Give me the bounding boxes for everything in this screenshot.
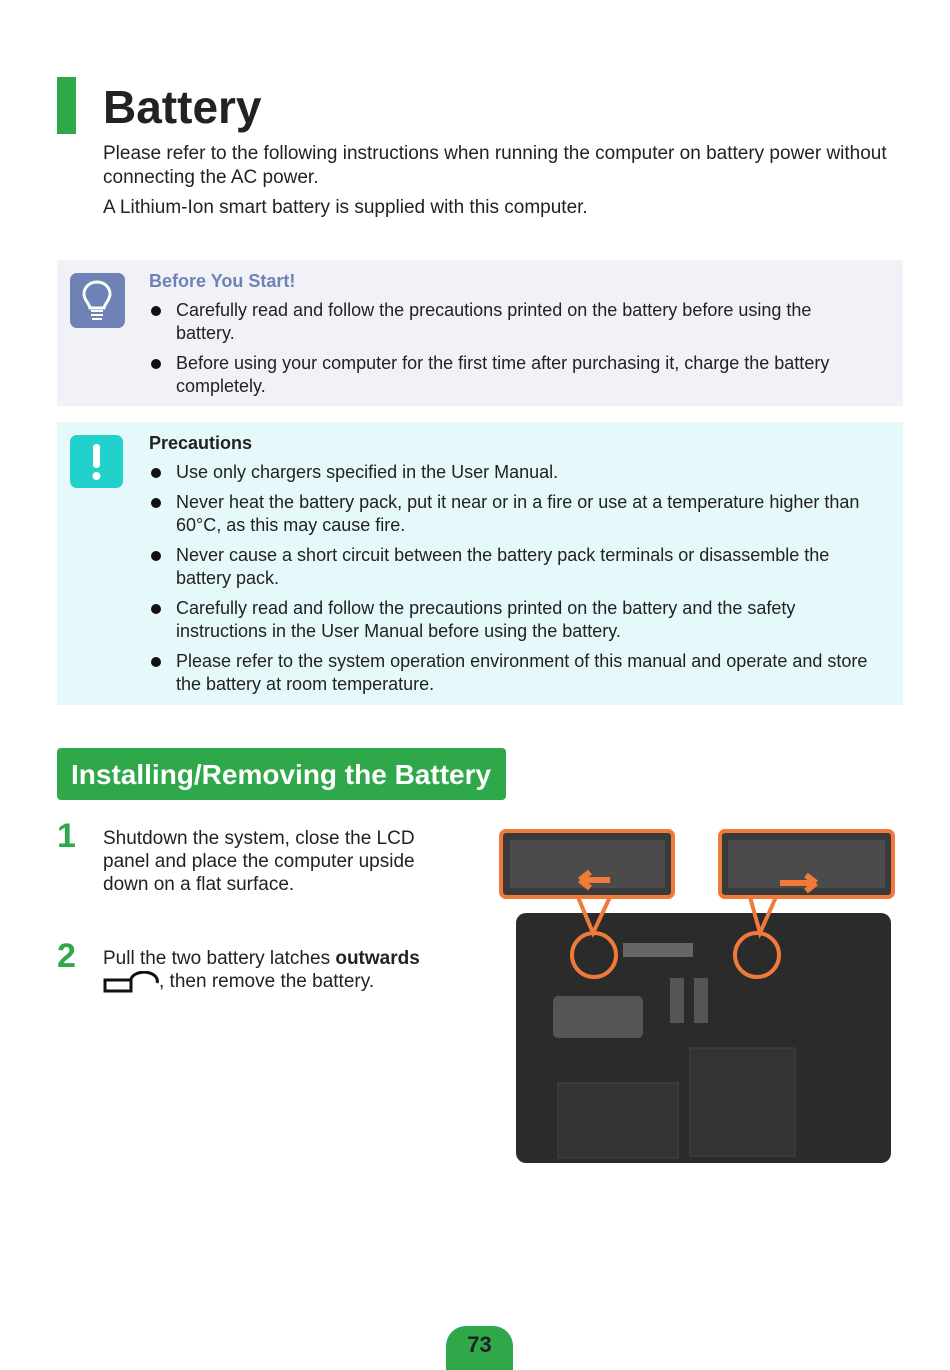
- intro-paragraph: A Lithium-Ion smart battery is supplied with this computer.: [103, 197, 588, 218]
- box-title: Before You Start!: [149, 271, 296, 291]
- lightbulb-icon: [70, 273, 125, 328]
- step-text: Shutdown the system, close the LCD panel and place the computer upside down on a flat surface.: [103, 828, 415, 895]
- step-text-pre: Pull the two battery latches: [103, 948, 336, 969]
- title-accent-bar: [57, 77, 76, 134]
- intro: [103, 142, 903, 226]
- list-item: Carefully read and follow the precautions printed on the battery before using the battery.: [149, 299, 873, 345]
- exclamation-icon: [70, 435, 123, 488]
- intro-paragraph: Please refer to the following instructions when running the computer on battery power without connecting the AC power.: [103, 143, 887, 188]
- section-heading: Installing/Removing the Battery: [57, 748, 506, 800]
- step-number: 1: [57, 817, 76, 855]
- laptop-bottom-illustration: [498, 828, 898, 1168]
- page-number: 73: [446, 1326, 513, 1370]
- list-item: Before using your computer for the first time after purchasing it, charge the battery completely.: [149, 352, 873, 398]
- box-title: Precautions: [149, 433, 253, 453]
- step-number: 2: [57, 937, 76, 975]
- list-item: Never heat the battery pack, put it near or in a fire or use at a temperature higher than 60°C, as this may cause fire.: [149, 491, 873, 537]
- before-you-start-box: [57, 260, 903, 406]
- unlock-icon: [103, 971, 159, 993]
- list-item: Use only chargers specified in the User Manual.: [149, 461, 873, 484]
- list-item: Carefully read and follow the precautions printed on the battery and the safety instructions in the User Manual before using the battery.: [149, 597, 873, 643]
- step-text-bold: outwards: [335, 948, 420, 969]
- precautions-box: [57, 422, 903, 705]
- list-item: Please refer to the system operation environment of this manual and operate and store the battery at room temperature.: [149, 650, 873, 696]
- list-item: Never cause a short circuit between the battery pack terminals or disassemble the battery pack.: [149, 544, 873, 590]
- step-text-post: , then remove the battery.: [159, 971, 375, 992]
- step-text: [103, 947, 443, 993]
- page-title: Battery: [103, 81, 262, 133]
